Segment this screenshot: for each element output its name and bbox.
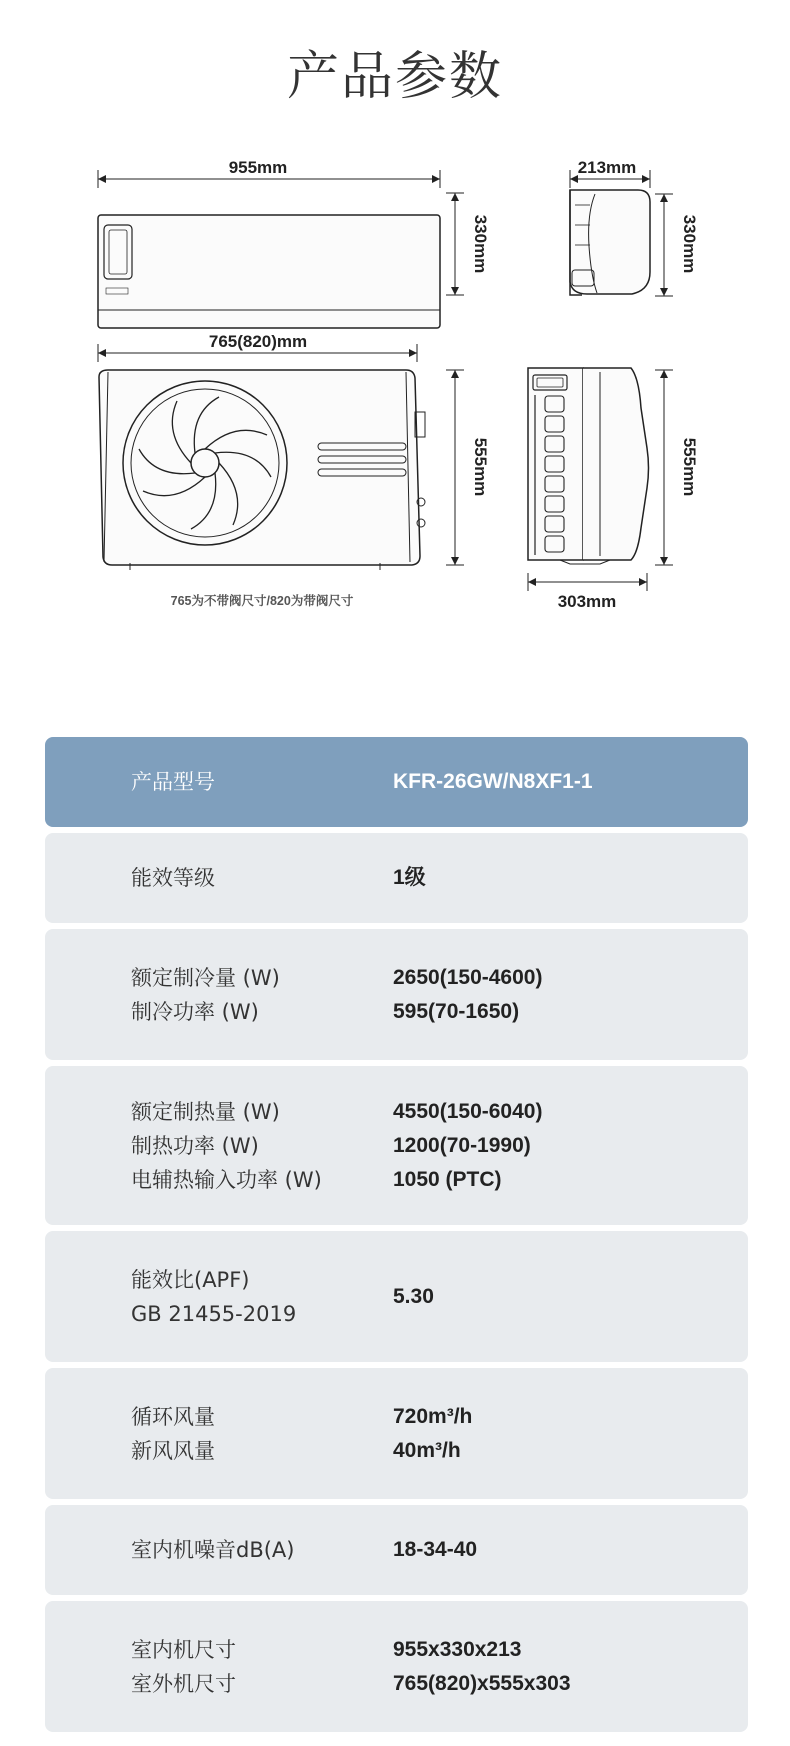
spec-label-line: GB 21455-2019 [131,1301,297,1326]
spec-value-line: 40m³/h [393,1438,461,1462]
outdoor-height-label: 555mm [471,437,490,497]
spec-value-line: 955x330x213 [393,1637,522,1661]
outdoor-depth-label: 303mm [557,592,617,611]
spec-label [131,1263,296,1331]
spec-value-line: 1级 [393,866,426,889]
spec-row-airflow [45,1368,748,1499]
indoor-unit-front-drawing [98,170,464,328]
spec-value-line: 765(820)x555x303 [393,1671,571,1695]
spec-row-dimensions [45,1601,748,1732]
spec-label-line: 循环风量 [131,1404,215,1429]
spec-label [131,1533,295,1567]
outdoor-unit-side-drawing [528,368,673,591]
spec-label-line: 电辅热输入功率 (W) [131,1167,322,1192]
spec-row-noise [45,1505,748,1595]
indoor-height-label: 330mm [471,214,490,274]
spec-label-line: 额定制热量 (W) [131,1099,280,1124]
spec-value-line: 18-34-40 [393,1538,478,1561]
indoor-unit-side-drawing [570,170,673,296]
spec-value-line: 720m³/h [393,1404,473,1428]
spec-label-line: 额定制冷量 (W) [131,965,280,990]
spec-value [393,1280,434,1314]
outdoor-unit-front-drawing [98,344,464,570]
outdoor-side-height-label: 555mm [680,437,699,497]
indoor-width-label: 955mm [228,158,288,177]
spec-label [131,961,280,1029]
spec-label-line: 制热功率 (W) [131,1133,259,1158]
spec-value-line: 1200(70-1990) [393,1133,531,1157]
spec-value-line: 2650(150-4600) [393,965,543,989]
spec-value-line: KFR-26GW/N8XF1-1 [393,770,593,793]
spec-label-line: 制冷功率 (W) [131,999,259,1024]
spec-label-line: 室内机尺寸 [131,1637,236,1662]
spec-value [393,1533,477,1567]
spec-label [131,1400,215,1468]
spec-row-heating [45,1066,748,1225]
spec-label-line: 能效等级 [131,866,215,890]
spec-value [393,1633,571,1701]
spec-label-line: 室外机尺寸 [131,1671,236,1696]
indoor-depth-label: 213mm [577,158,637,177]
spec-value-line: 4550(150-6040) [393,1099,543,1123]
outdoor-width-label: 765(820)mm [208,332,308,351]
spec-row-model [45,737,748,827]
spec-row-cooling [45,929,748,1060]
spec-row-apf [45,1231,748,1362]
spec-value [393,1095,542,1197]
page-title: 产品参数 [286,47,503,107]
spec-value-line: 1050 (PTC) [393,1167,502,1191]
spec-label-line: 产品型号 [131,770,215,794]
spec-value [393,861,426,895]
spec-label-line: 室内机噪音dB(A) [131,1538,295,1562]
spec-value-line: 595(70-1650) [393,999,520,1023]
outdoor-width-note: 765为不带阀尺寸/820为带阀尺寸 [170,594,354,608]
indoor-side-height-label: 330mm [680,214,699,274]
spec-row-energy-grade [45,833,748,923]
spec-label [131,1633,236,1701]
spec-label [131,1095,322,1197]
spec-label [131,765,215,799]
spec-value [393,765,593,799]
spec-value [393,1400,472,1468]
spec-label [131,861,215,895]
spec-label-line: 能效比(APF) [131,1267,250,1292]
spec-value-line: 5.30 [393,1284,434,1308]
dimension-diagrams [0,150,790,680]
spec-label-line: 新风风量 [131,1438,215,1463]
spec-value [393,961,542,1029]
